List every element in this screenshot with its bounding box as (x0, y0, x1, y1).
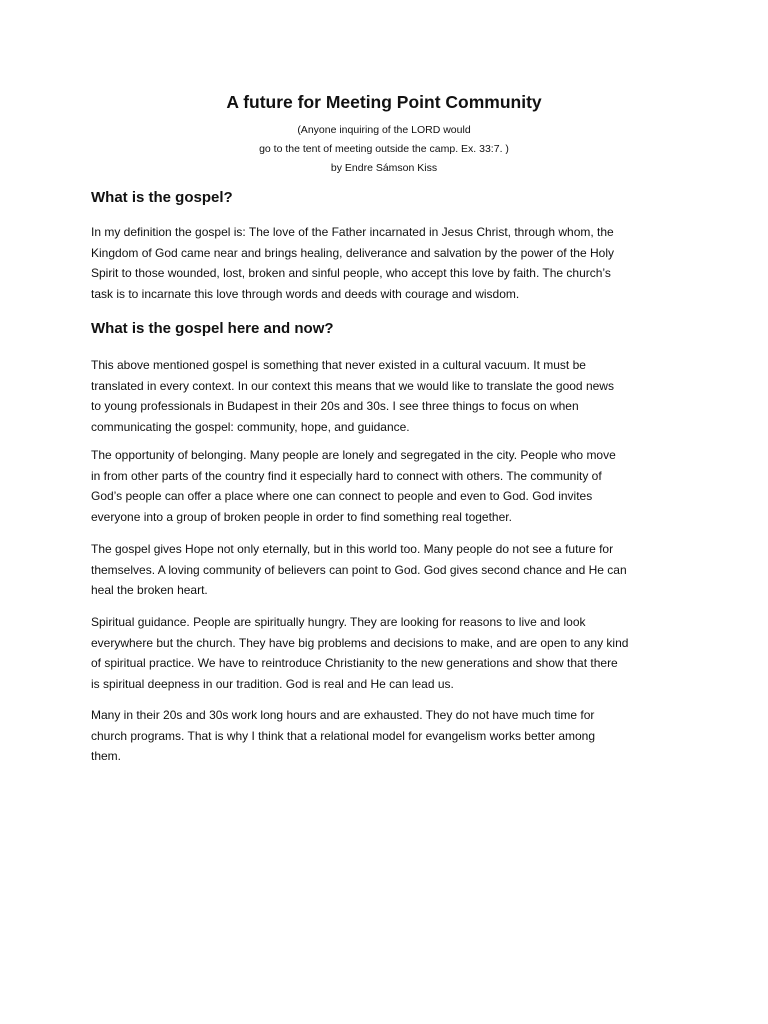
paragraph-line: The opportunity of belonging. Many people are lonely and segregated in the city. People who move (91, 448, 616, 462)
paragraph (91, 612, 691, 694)
paragraph-line: them. (91, 749, 122, 763)
subtitle-line: go to the tent of meeting outside the camp. Ex. 33:7. ) (259, 143, 509, 155)
paragraph-line: Kingdom of God came near and brings healing, deliverance and salvation by the power of the Holy (91, 245, 614, 260)
document-title: A future for Meeting Point Community (226, 92, 542, 112)
paragraph (91, 445, 691, 527)
paragraph-line: Spirit to those wounded, lost, broken and sinful people, who accept this love by faith. The church’s (91, 266, 611, 280)
paragraph (91, 222, 691, 304)
paragraph-line: everywhere but the church. They have big problems and decisions to make, and are open to any kind (91, 635, 629, 650)
paragraph-line: In my definition the gospel is: The love of the Father incarnated in Jesus Christ, through whom, the (91, 225, 614, 239)
paragraph-line: themselves. A loving community of believers can point to God. God gives second chance and He can (91, 562, 627, 577)
paragraph-line: task is to incarnate this love through words and deeds with courage and wisdom. (91, 286, 520, 301)
paragraph-line: in from other parts of the country find it especially hard to connect with others. The community of (91, 468, 602, 483)
paragraph-line: everyone into a group of broken people in order to find something real together. (91, 509, 512, 524)
paragraph-line: translated in every context. In our context this means that we would like to translate the good news (91, 378, 614, 393)
paragraph-line: church programs. That is why I think that a relational model for evangelism works better among (91, 728, 596, 743)
section-heading: What is the gospel? (91, 189, 233, 206)
paragraph-line: Many in their 20s and 30s work long hours and are exhausted. They do not have much time for (91, 708, 595, 722)
paragraph-line: God’s people can offer a place where one can connect to people and even to God. God invites (91, 489, 593, 503)
paragraph (91, 355, 691, 437)
subtitle-block (0, 121, 768, 178)
paragraph-line: heal the broken heart. (91, 583, 208, 597)
paragraph-line: communicating the gospel: community, hope, and guidance. (91, 419, 410, 434)
paragraph-line: is spiritual deepness in our tradition. God is real and He can lead us. (91, 676, 454, 691)
author-line: by Endre Sámson Kiss (330, 162, 438, 174)
paragraph (91, 705, 691, 767)
paragraph-line: The gospel gives Hope not only eternally, but in this world too. Many people do not see a future for (91, 542, 614, 556)
subtitle-line: (Anyone inquiring of the LORD would (297, 124, 471, 136)
paragraph (91, 539, 691, 601)
paragraph-line: This above mentioned gospel is something that never existed in a cultural vacuum. It must be (91, 358, 586, 372)
paragraph-line: of spiritual practice. We have to reintroduce Christianity to the new generations and show that there (91, 656, 618, 670)
paragraph-line: to young professionals in Budapest in their 20s and 30s. I see three things to focus on when (91, 399, 579, 413)
section-heading: What is the gospel here and now? (91, 320, 334, 337)
paragraph-line: Spiritual guidance. People are spiritually hungry. They are looking for reasons to live and look (91, 615, 586, 629)
